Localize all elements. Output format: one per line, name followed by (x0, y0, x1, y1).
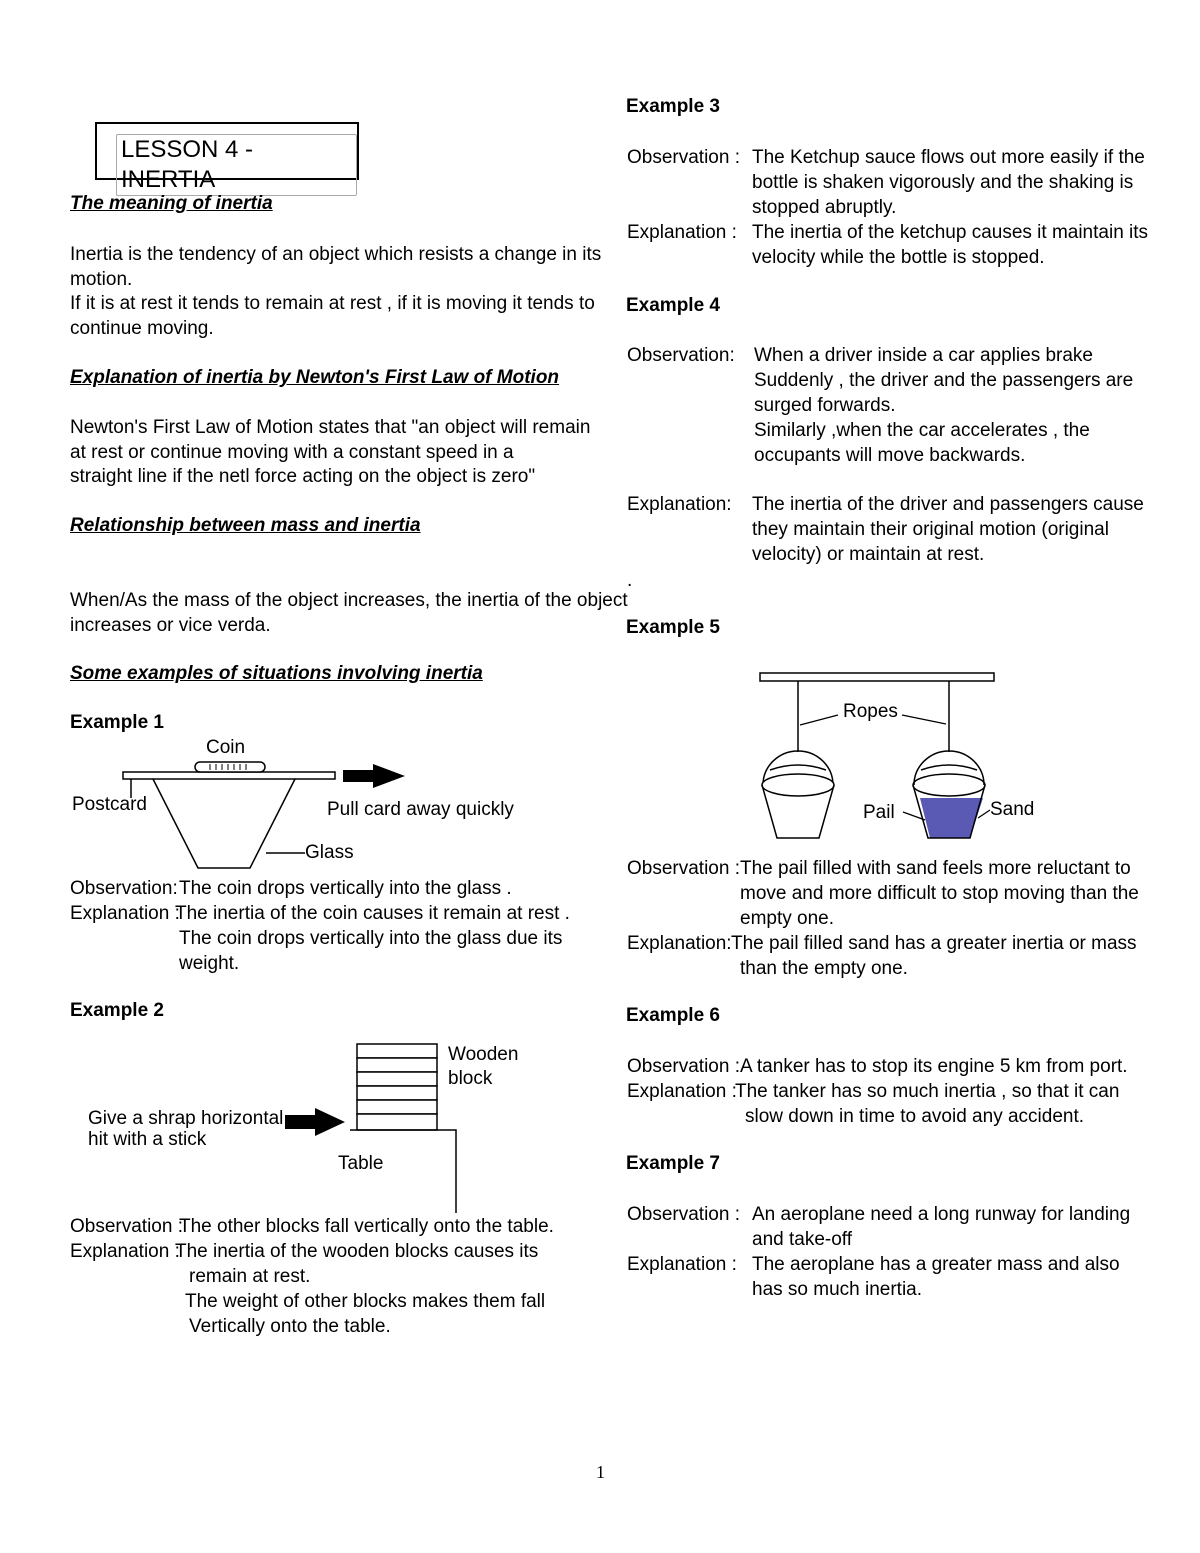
label-pail: Pail (863, 802, 895, 823)
label-hit-2: hit with a stick (88, 1129, 207, 1150)
ex2-observation: The other blocks fall vertically onto the table. (179, 1216, 554, 1237)
ex6-observation: A tanker has to stop its engine 5 km from port. (740, 1056, 1128, 1077)
ex7-explanation-2: has so much inertia. (752, 1279, 923, 1300)
ex1-observation: The coin drops vertically into the glass . (179, 878, 512, 899)
example-1-title: Example 1 (70, 712, 164, 733)
heading-meaning: The meaning of inertia (70, 193, 273, 214)
meaning-line-1: Inertia is the tendency of an object which resists a change in its (70, 244, 602, 265)
ex6-explanation-2: slow down in time to avoid any accident. (745, 1106, 1085, 1127)
ex7-observation-2: and take-off (752, 1229, 853, 1250)
ex4-explanation-2: they maintain their original motion (original (752, 519, 1109, 540)
empty-pail-shape (762, 751, 834, 838)
label-wooden: Wooden (448, 1044, 519, 1065)
ex1-explanation-3: weight. (179, 953, 240, 974)
ex7-observation-label: Observation : (627, 1204, 740, 1225)
ex7-observation-1: An aeroplane need a long runway for landing (752, 1204, 1131, 1225)
ex3-explanation-label: Explanation : (627, 222, 737, 243)
sand-pail-shape (913, 751, 985, 838)
ex4-explanation-3: velocity) or maintain at rest. (752, 544, 985, 565)
ex4-observation-label: Observation: (627, 345, 735, 366)
ex4-observation-2: Suddenly , the driver and the passengers are (754, 370, 1134, 391)
ex4-observation-4: Similarly ,when the car accelerates , the (754, 420, 1090, 441)
example-5-title: Example 5 (626, 617, 720, 638)
label-postcard: Postcard (72, 794, 147, 815)
ex1-explanation-2: The coin drops vertically into the glass due its (179, 928, 563, 949)
newton-line-3: straight line if the netl force acting on the object is zero" (70, 466, 536, 487)
ex3-observation-label: Observation : (627, 147, 740, 168)
ex5-observation-2: move and more difficult to stop moving than the (740, 883, 1139, 904)
newton-line-2: at rest or continue moving with a constant speed in a (70, 442, 514, 463)
ex4-observation-5: occupants will move backwards. (754, 445, 1026, 466)
example-2-title: Example 2 (70, 1000, 164, 1021)
ex5-explanation-2: than the empty one. (740, 958, 908, 979)
label-glass: Glass (305, 842, 354, 863)
ex5-observation-label: Observation : (627, 858, 740, 879)
beam-shape (760, 673, 994, 681)
label-block: block (448, 1068, 493, 1089)
ex3-observation-1: The Ketchup sauce flows out more easily if the (752, 147, 1145, 168)
mass-line-2: increases or vice verda. (70, 615, 271, 636)
ex2-observation-label: Observation : (70, 1216, 183, 1237)
ex4-observation-3: surged forwards. (754, 395, 896, 416)
ex6-observation-label: Observation : (627, 1056, 740, 1077)
ex4-explanation-label: Explanation: (627, 494, 732, 515)
wooden-blocks-stack (357, 1044, 437, 1130)
ex1-observation-label: Observation: (70, 878, 178, 899)
ex1-explanation-1: The inertia of the coin causes it remain at rest . (175, 903, 570, 924)
label-table: Table (338, 1153, 384, 1174)
label-hit-1: Give a shrap horizontal (88, 1108, 284, 1129)
heading-examples: Some examples of situations involving inertia (70, 663, 483, 684)
ex3-observation-3: stopped abruptly. (752, 197, 897, 218)
ex3-observation-2: bottle is shaken vigorously and the shaking is (752, 172, 1134, 193)
ex4-explanation-1: The inertia of the driver and passengers cause (752, 494, 1144, 515)
meaning-line-4: continue moving. (70, 318, 214, 339)
ex7-explanation-1: The aeroplane has a greater mass and also (752, 1254, 1120, 1275)
heading-newton: Explanation of inertia by Newton's First Law of Motion (70, 367, 560, 388)
newton-line-1: Newton's First Law of Motion states that "an object will remain (70, 417, 591, 438)
ex3-explanation-2: velocity while the bottle is stopped. (752, 247, 1045, 268)
ex2-explanation-4: Vertically onto the table. (189, 1316, 391, 1337)
ex7-explanation-label: Explanation : (627, 1254, 737, 1275)
example-6-title: Example 6 (626, 1005, 720, 1026)
stick-arrow-icon (285, 1108, 345, 1136)
ex2-explanation-2: remain at rest. (189, 1266, 311, 1287)
ex5-explanation-1: The pail filled sand has a greater inertia or mass (731, 933, 1137, 954)
label-ropes: Ropes (843, 701, 898, 722)
ex2-explanation-1: The inertia of the wooden blocks causes its (175, 1241, 539, 1262)
mass-line-1: When/As the mass of the object increases, the inertia of the object (70, 590, 628, 611)
label-coin: Coin (206, 737, 246, 758)
ex3-explanation-1: The inertia of the ketchup causes it maintain its (752, 222, 1149, 243)
ex2-explanation-3: The weight of other blocks makes them fall (185, 1291, 546, 1312)
ex5-explanation-label: Explanation: (627, 933, 732, 954)
ex6-explanation-label: Explanation : (627, 1081, 737, 1102)
example-7-title: Example 7 (626, 1153, 720, 1174)
label-pull: Pull card away quickly (327, 799, 514, 820)
meaning-line-3: If it is at rest it tends to remain at rest , if it is moving it tends to (70, 293, 595, 314)
ex5-observation-1: The pail filled with sand feels more reluctant to (740, 858, 1131, 879)
example-4-title: Example 4 (626, 295, 720, 316)
ex6-explanation-1: The tanker has so much inertia , so that it can (735, 1081, 1120, 1102)
ex2-explanation-label: Explanation : (70, 1241, 180, 1262)
ex1-explanation-label: Explanation : (70, 903, 180, 924)
ex5-observation-3: empty one. (740, 908, 834, 929)
ex4-observation-1: When a driver inside a car applies brake (754, 345, 1094, 366)
example-3-title: Example 3 (626, 96, 720, 117)
lesson-title: LESSON 4 - INERTIA (116, 134, 357, 196)
heading-mass: Relationship between mass and inertia (70, 515, 421, 536)
label-sand: Sand (990, 799, 1035, 820)
ex4-stray-dot: . (627, 570, 633, 591)
meaning-line-2: motion. (70, 269, 133, 290)
page-number: 1 (596, 1462, 605, 1482)
